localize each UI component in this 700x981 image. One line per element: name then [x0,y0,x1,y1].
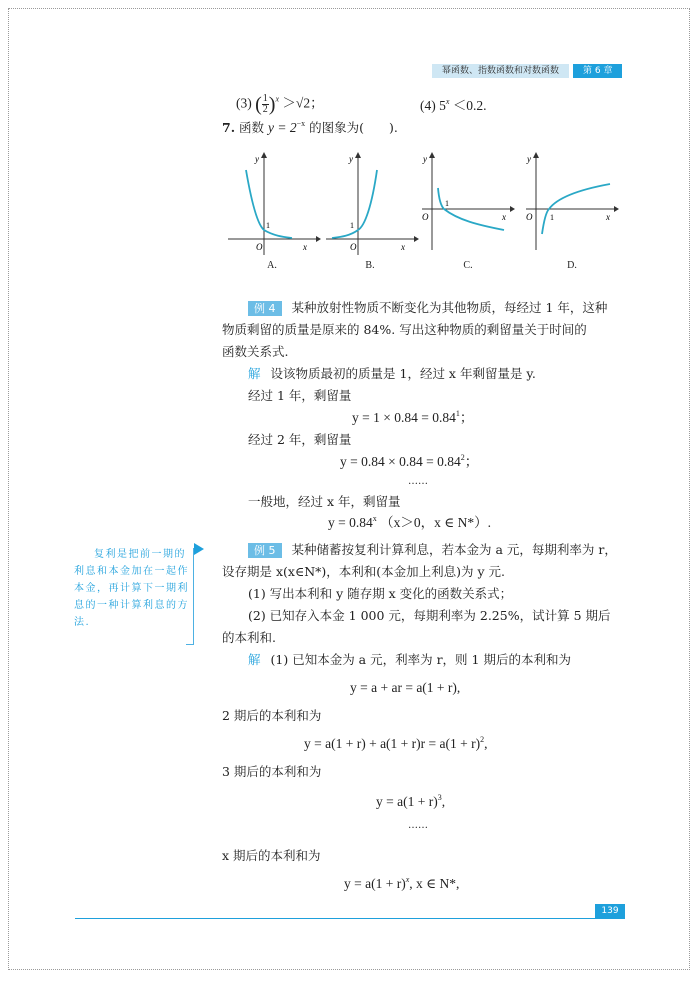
solution-label: 解 [248,366,261,381]
margin-note-bar [193,548,194,644]
example-5-equation-a: y = a + ar = a(1 + r), [350,680,461,695]
example-4-equation-3: $y = 0.84^x$ （x＞0，x ∈ N*）. [328,514,491,530]
graph-option-a[interactable] [222,150,322,275]
graph-option-c[interactable] [418,150,518,275]
svg-text:O: O [350,242,357,252]
graph-b-plot [320,150,420,258]
svg-text:O: O [526,212,533,222]
item-label: (3) [236,95,252,111]
chapter-label: 第 6 章 [573,64,622,78]
ellipsis: …… [408,820,428,831]
example-5-question-1: (1) 写出本利和 y 随存期 x 变化的函数关系式； [248,586,513,601]
example-4-equation-1: $y = 1 \times 0.84 = 0.84^1$； [352,409,474,425]
exercise-item-3: (3) ( $\frac{1}{2}$ )$^x$ ＞√2； [236,93,324,116]
svg-text:y: y [255,154,259,164]
question-number: 7. [222,120,236,135]
example-5-question-2: (2) 已知存入本金 1 000 元，每期利率为 2.25%，试计算 5 期后 [248,608,611,623]
example-5-equation-c: $y = a(1 + r)^3$, [376,793,446,809]
item-label: (4) [420,98,436,113]
svg-text:y: y [423,154,427,164]
example-5-solution-line1: 解 (1) 已知本金为 a 元，利率为 r，则 1 期后的本利和为 [248,652,571,667]
pointer-triangle-icon [194,543,204,555]
graph-label: D. [567,260,577,271]
graph-c-plot [418,150,518,258]
example-4-solution-line2: 经过 1 年，剩留量 [248,388,352,403]
exercise-item-4: (4) 5$^x$ ＜0.2. [420,97,487,113]
svg-text:x: x [303,242,307,252]
question-7: 7. 函数 $y = 2^{-x}$ 的图象为( ). [222,119,398,135]
section-title: 幂函数、指数函数和对数函数 [432,64,569,78]
graph-label: B. [365,260,375,271]
example-5-question-2-cont: 的本利和. [222,630,276,645]
example-4-line2: 物质剩留的质量是原来的 84%. 写出这种物质的剩留量关于时间的 [222,322,587,337]
margin-note-bar-foot [186,644,194,645]
svg-text:x: x [401,242,405,252]
svg-text:1: 1 [266,221,270,230]
example-5-equation-d: $y = a(1 + r)^x$, x ∈ N*, [344,875,460,891]
graph-option-d[interactable] [522,150,622,275]
svg-text:O: O [422,212,429,222]
svg-text:x: x [606,212,610,222]
graph-label: C. [463,260,473,271]
svg-text:1: 1 [550,213,554,222]
example-5-period-3: 3 期后的本利和为 [222,764,322,779]
ellipsis: …… [408,476,428,487]
footer-rule [75,918,595,919]
example-4-solution-line4: 一般地，经过 x 年，剩留量 [248,494,401,509]
example-5-period-x: x 期后的本利和为 [222,848,321,863]
example-4-label: 例 4 [248,301,282,316]
example-5-line1: 例 5 某种储蓄按复利计算利息，若本金为 a 元，每期利率为 r， [248,542,617,558]
svg-text:x: x [502,212,506,222]
running-header [432,64,622,78]
example-4-line3: 函数关系式. [222,344,289,359]
example-5-equation-b: $y = a(1 + r) + a(1 + r)r = a(1 + r)^2$, [304,735,488,751]
graph-a-plot [222,150,322,258]
example-5-label: 例 5 [248,543,282,558]
example-4-line1: 例 4 某种放射性物质不断变化为其他物质，每经过 1 年，这种 [248,300,607,316]
graph-label: A. [267,260,277,271]
svg-text:y: y [349,154,353,164]
example-4-equation-2: $y = 0.84 \times 0.84 = 0.84^2$； [340,453,479,469]
example-5-period-2: 2 期后的本利和为 [222,708,322,723]
graph-d-plot [522,150,622,258]
example-4-solution-line3: 经过 2 年，剩留量 [248,432,352,447]
graph-option-b[interactable] [320,150,420,275]
example-4-solution-line1: 解 设该物质最初的质量是 1，经过 x 年剩留量是 y. [248,366,536,381]
svg-text:1: 1 [445,199,449,208]
svg-text:y: y [527,154,531,164]
example-5-line2: 设存期是 x(x∈N*)，本利和(本金加上利息)为 y 元. [222,564,506,579]
svg-text:O: O [256,242,263,252]
svg-text:1: 1 [350,221,354,230]
inequality-tail: ＞√2； [282,95,324,111]
solution-label: 解 [248,652,261,667]
margin-note: 复利是把前一期的利息和本金加在一起作本金，再计算下一期利息的一种计算利息的方法. [74,549,189,628]
page-number: 139 [595,904,625,919]
fraction: $\frac{1}{2}$ [262,93,268,115]
